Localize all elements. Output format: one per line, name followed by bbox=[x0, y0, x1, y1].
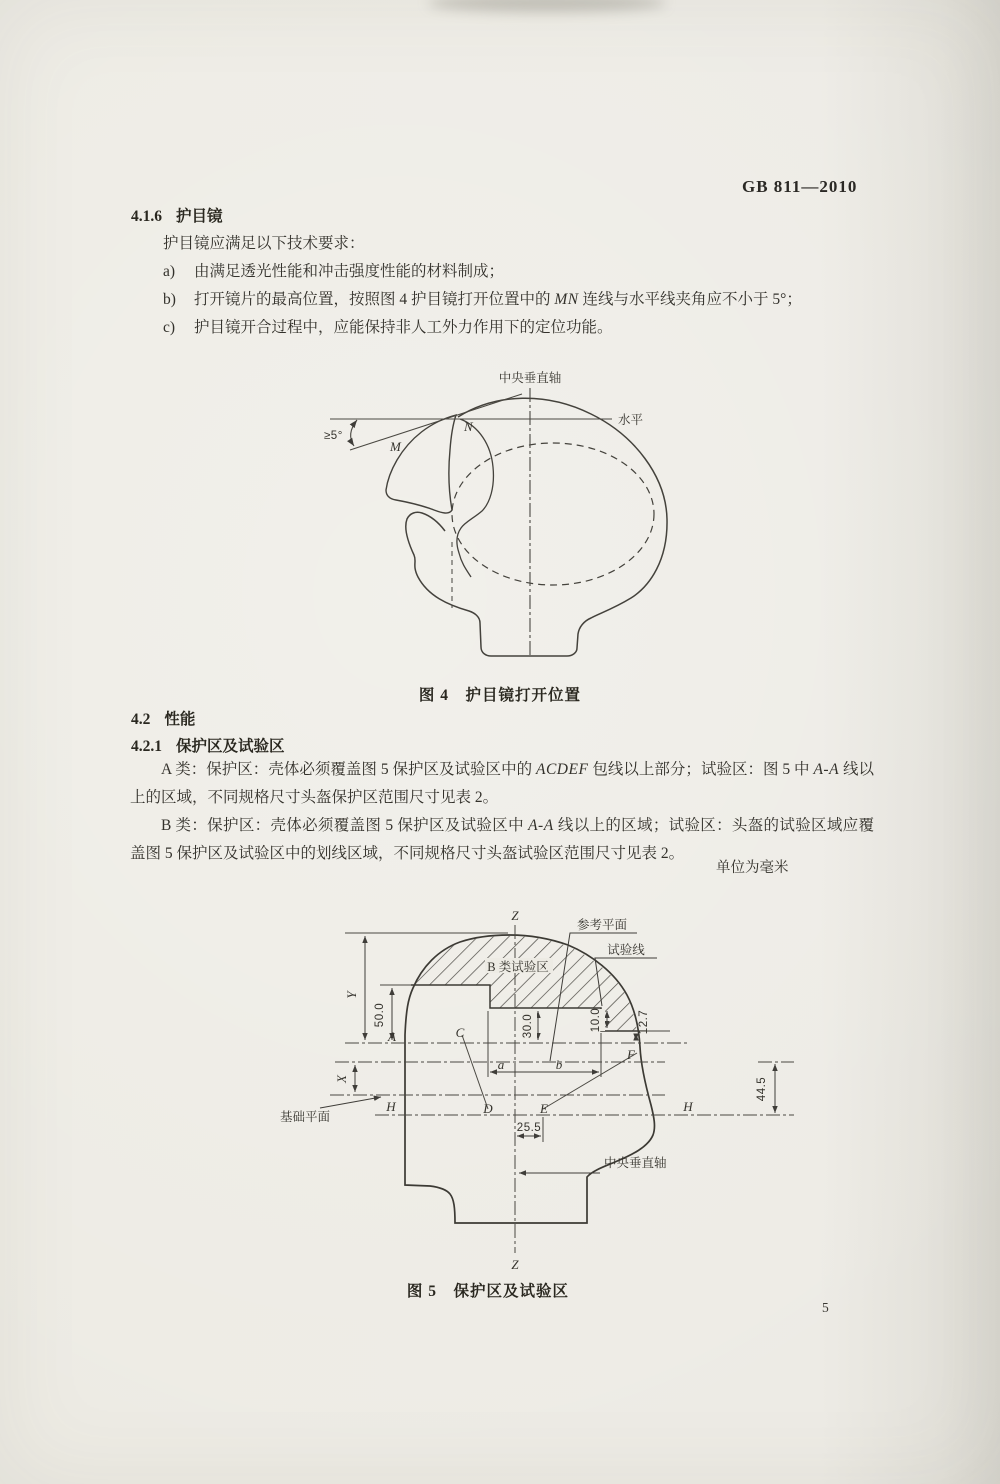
para-text: B 类：保护区：壳体必须覆盖图 5 保护区及试验区中 bbox=[161, 817, 529, 834]
dim-10-label: 10.0 bbox=[590, 1007, 602, 1033]
point-h-right-label: H bbox=[683, 1099, 693, 1114]
page-number: 5 bbox=[822, 1300, 829, 1315]
item-text-post: 连线与水平线夹角应不小于 5°； bbox=[578, 291, 802, 308]
helmet-shell-outline bbox=[406, 398, 667, 656]
heading-title: 保护区及试验区 bbox=[176, 738, 285, 755]
heading-title: 护目镜 bbox=[176, 208, 223, 225]
mn-line bbox=[350, 394, 522, 450]
figure-5-caption: 图 5 保护区及试验区 bbox=[406, 1283, 570, 1300]
heading-number: 4.1.6 bbox=[131, 208, 162, 225]
central-axis-label: 中央垂直轴 bbox=[604, 1156, 667, 1170]
dim-y-label: Y bbox=[344, 991, 359, 999]
base-plane-pointer bbox=[320, 1097, 381, 1108]
item-text: 护目镜开合过程中，应能保持非人工外力作用下的定位功能。 bbox=[194, 319, 613, 336]
point-c-label: C bbox=[455, 1025, 465, 1040]
central-axis-label: 中央垂直轴 bbox=[498, 371, 562, 385]
para-var: A-A bbox=[528, 817, 554, 834]
z-bottom-label: Z bbox=[511, 1257, 519, 1272]
heading-title: 性能 bbox=[164, 711, 196, 728]
heading-number: 4.2 bbox=[131, 711, 151, 728]
intro-line: 护目镜应满足以下技术要求： bbox=[163, 235, 365, 252]
dim-127-label: 12.7 bbox=[638, 1009, 650, 1035]
item-label: b) bbox=[163, 291, 176, 308]
z-top-label: Z bbox=[511, 908, 519, 923]
point-n-label: N bbox=[464, 419, 473, 434]
paragraph-class-a bbox=[130, 756, 874, 812]
base-plane-label: 基础平面 bbox=[280, 1110, 331, 1124]
list-item-b bbox=[163, 287, 802, 309]
dim-x-label: X bbox=[334, 1075, 349, 1083]
point-h-left-label: H bbox=[386, 1099, 396, 1114]
c-d-line bbox=[462, 1035, 488, 1109]
dim-445-label: 44.5 bbox=[756, 1076, 768, 1102]
item-label: a) bbox=[163, 263, 176, 280]
inner-headform-dashed bbox=[452, 443, 654, 585]
visor-flap bbox=[386, 415, 456, 513]
figure-4-caption: 图 4 护目镜打开位置 bbox=[418, 687, 582, 704]
para-var: ACDEF bbox=[536, 761, 589, 778]
point-a-label: A bbox=[388, 1029, 396, 1044]
para-text: 线以上的区域，不同规格尺寸头盔保护区范围尺寸见表 2。 bbox=[130, 761, 874, 806]
point-f-label: F bbox=[627, 1047, 635, 1062]
test-line-label: 试验线 bbox=[607, 943, 645, 957]
dim-a-label: a bbox=[497, 1057, 505, 1072]
item-text: 打开镜片的最高位置，按照图 4 护目镜打开位置中的 bbox=[194, 291, 555, 308]
b-test-zone-label: B 类试验区 bbox=[487, 960, 549, 974]
standard-number: GB 811—2010 bbox=[742, 177, 858, 196]
point-d-label: D bbox=[483, 1101, 493, 1116]
dim-50-label: 50.0 bbox=[374, 1002, 386, 1028]
list-item-a bbox=[163, 259, 504, 281]
heading-4-2 bbox=[131, 707, 195, 729]
figure-4-visor-open-position bbox=[300, 370, 700, 670]
item-var: MN bbox=[554, 291, 579, 308]
dim-30-label: 30.0 bbox=[522, 1013, 534, 1039]
figure-5-protection-test-areas bbox=[270, 895, 910, 1295]
unit-note: 单位为毫米 bbox=[716, 860, 789, 876]
heading-4-2-1 bbox=[131, 734, 285, 756]
item-label: c) bbox=[163, 319, 176, 336]
horizontal-label: 水平 bbox=[618, 413, 644, 427]
heading-4-1-6 bbox=[131, 204, 223, 226]
para-var: A-A bbox=[813, 761, 840, 778]
angle-label: ≥5° bbox=[324, 430, 343, 442]
list-item-c bbox=[163, 315, 613, 337]
para-text: A 类：保护区：壳体必须覆盖图 5 保护区及试验区中的 bbox=[161, 761, 536, 778]
angle-arc bbox=[351, 420, 357, 446]
point-e-label: E bbox=[540, 1101, 548, 1116]
item-text: 由满足透光性能和冲击强度性能的材料制成； bbox=[194, 263, 505, 280]
dim-255-label: 25.5 bbox=[516, 1122, 542, 1134]
dim-b-label: b bbox=[555, 1057, 563, 1072]
face-opening-edge bbox=[457, 419, 493, 577]
para-text: 线以上的区域；试验区：头盔的试验区域应覆盖图 5 保护区及试验区中的划线区域，不同规格尺寸头盔试验区范围尺寸见表 2。 bbox=[130, 817, 874, 862]
point-m-label: M bbox=[390, 439, 401, 454]
para-text: 包线以上部分；试验区：图 5 中 bbox=[588, 761, 814, 778]
reference-plane-label: 参考平面 bbox=[576, 918, 628, 932]
heading-number: 4.2.1 bbox=[131, 738, 162, 755]
